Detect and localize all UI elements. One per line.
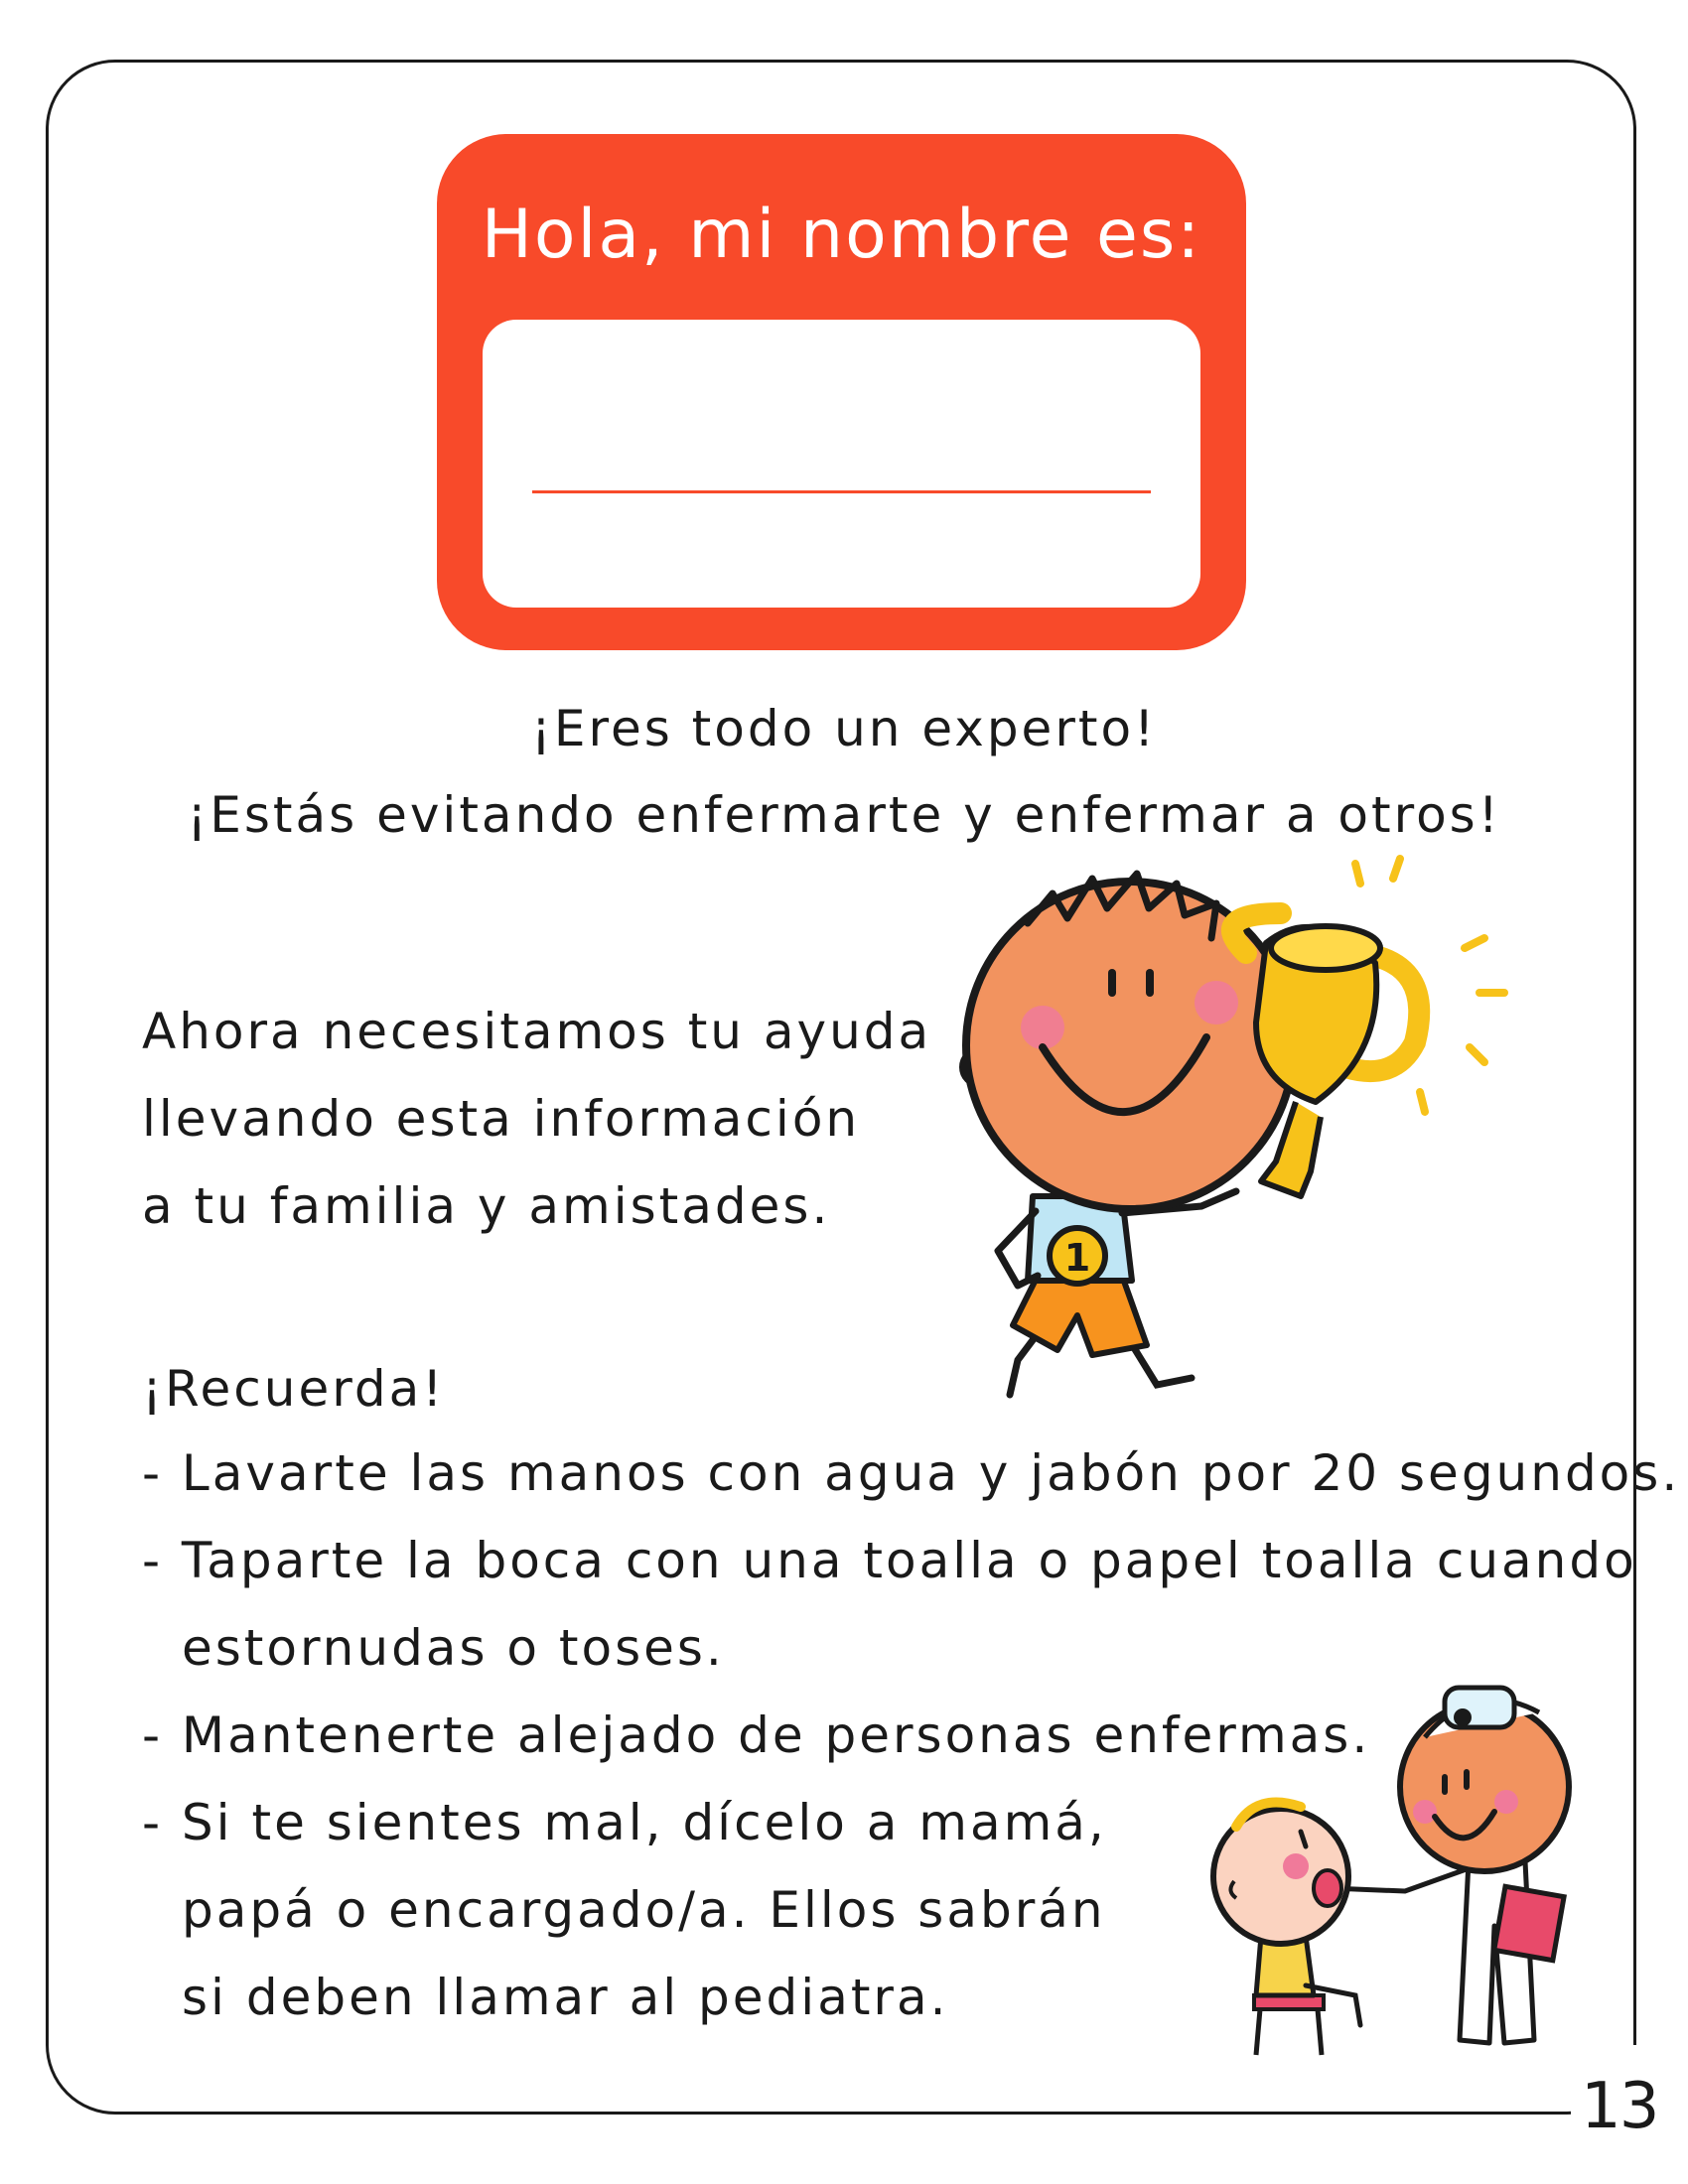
name-field[interactable] bbox=[483, 320, 1200, 608]
medal-number: 1 bbox=[1063, 1236, 1091, 1280]
tip-2-continued: estornudas o toses. bbox=[182, 1619, 725, 1677]
help-line-2: llevando esta información bbox=[142, 1090, 861, 1148]
tip-4-continued-1: papá o encargado/a. Ellos sabrán bbox=[182, 1881, 1106, 1939]
headline-line-2: ¡Estás evitando enfermarte y enfermar a otros! bbox=[187, 786, 1501, 844]
help-line-1: Ahora necesitamos tu ayuda bbox=[142, 1003, 932, 1060]
tip-3: - Mantenerte alejado de personas enfermas. bbox=[142, 1706, 1371, 1764]
help-line-3: a tu familia y amistades. bbox=[142, 1177, 831, 1235]
tip-1: - Lavarte las manos con agua y jabón por 20 segundos. bbox=[142, 1444, 1681, 1502]
page-number: 13 bbox=[1581, 2070, 1658, 2143]
tip-4: - Si te sientes mal, dícelo a mamá, bbox=[142, 1794, 1107, 1851]
name-tag-title: Hola, mi nombre es: bbox=[481, 196, 1202, 274]
tip-4-continued-2: si deben llamar al pediatra. bbox=[182, 1969, 949, 2026]
boy-with-trophy-illustration bbox=[918, 854, 1594, 1420]
medal-icon bbox=[1050, 1228, 1105, 1284]
name-tag bbox=[437, 134, 1246, 650]
name-write-line bbox=[532, 490, 1151, 493]
remember-title: ¡Recuerda! bbox=[142, 1360, 446, 1418]
headline-line-1: ¡Eres todo un experto! bbox=[530, 700, 1158, 757]
doctor-with-patient-illustration bbox=[1196, 1668, 1604, 2065]
tip-2: - Taparte la boca con una toalla o papel toalla cuando bbox=[142, 1532, 1637, 1589]
